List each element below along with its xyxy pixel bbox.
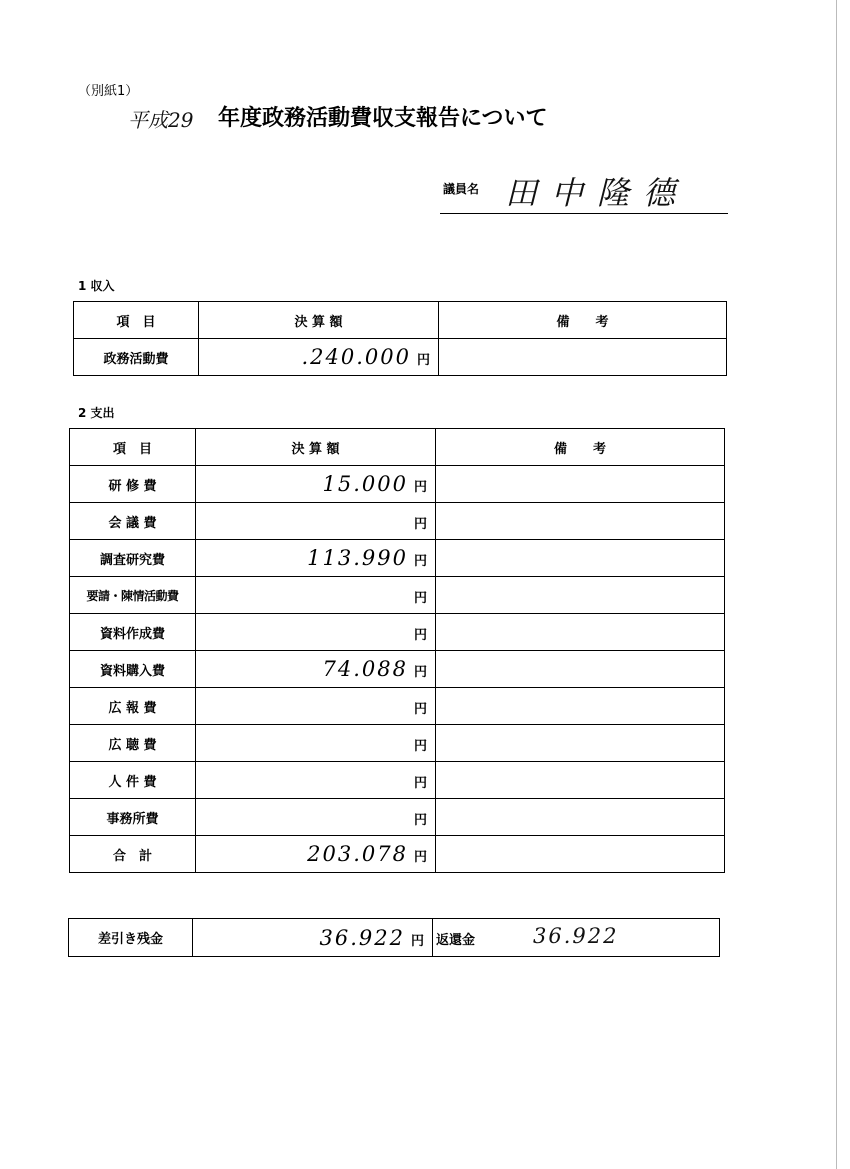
expense-total-amount: 203.078 — [307, 842, 408, 866]
expense-amount: 113.990 — [307, 546, 408, 570]
expense-total-row — [70, 836, 725, 873]
income-item: 政務活動費 — [74, 339, 199, 376]
balance-label: 差引き残金 — [69, 919, 193, 957]
balance-row — [69, 919, 720, 957]
balance-table — [68, 918, 720, 957]
balance-amount: 36.922 — [319, 925, 405, 950]
income-amount: .240.000 — [301, 345, 411, 369]
expense-remarks — [436, 466, 725, 503]
expense-amount-cell — [196, 466, 436, 503]
expense-remarks — [436, 540, 725, 577]
expense-remarks — [436, 503, 725, 540]
expense-amount-cell — [196, 725, 436, 762]
income-section-label: 1 収入 — [78, 279, 115, 293]
yen-unit: 円 — [413, 850, 427, 865]
yen-unit: 円 — [410, 933, 424, 949]
expense-amount-cell — [196, 651, 436, 688]
refund-label: 返還金 — [436, 933, 476, 948]
expense-total-label: 合 計 — [70, 836, 196, 873]
income-col-remarks: 備 考 — [439, 302, 727, 339]
expense-item: 会 議 費 — [70, 503, 196, 540]
income-table — [73, 301, 727, 376]
expense-amount-cell — [196, 688, 436, 725]
yen-unit: 円 — [413, 702, 427, 717]
expense-remarks — [436, 688, 725, 725]
balance-amount-cell — [193, 919, 433, 957]
expense-item: 調査研究費 — [70, 540, 196, 577]
income-col-amount: 決 算 額 — [199, 302, 439, 339]
era-handwritten: 平成29 — [128, 108, 194, 132]
expense-item: 広 報 費 — [70, 688, 196, 725]
expense-amount-cell — [196, 762, 436, 799]
income-amount-cell — [199, 339, 439, 376]
yen-unit: 円 — [413, 517, 427, 532]
income-header-row — [74, 302, 727, 339]
expense-row — [70, 503, 725, 540]
expense-item: 研 修 費 — [70, 466, 196, 503]
member-name-signature: 田中隆德 — [505, 174, 690, 212]
scan-edge — [836, 0, 837, 1169]
expense-row — [70, 614, 725, 651]
expense-remarks — [436, 614, 725, 651]
expense-row — [70, 651, 725, 688]
expense-header-row — [70, 429, 725, 466]
expense-row — [70, 577, 725, 614]
expense-col-item: 項 目 — [70, 429, 196, 466]
expense-remarks — [436, 651, 725, 688]
expense-amount: 15.000 — [322, 472, 408, 496]
expense-remarks — [436, 725, 725, 762]
expense-row — [70, 540, 725, 577]
income-col-item: 項 目 — [74, 302, 199, 339]
expense-row — [70, 799, 725, 836]
yen-unit: 円 — [413, 739, 427, 754]
annex-label: （別紙1） — [78, 84, 139, 99]
expense-remarks — [436, 762, 725, 799]
expense-amount: 74.088 — [322, 657, 408, 681]
income-remarks — [439, 339, 727, 376]
expense-row — [70, 725, 725, 762]
yen-unit: 円 — [413, 480, 427, 495]
expense-item: 事務所費 — [70, 799, 196, 836]
member-label: 議員名 — [443, 182, 480, 196]
expense-remarks — [436, 799, 725, 836]
income-row — [74, 339, 727, 376]
yen-unit: 円 — [413, 665, 427, 680]
signature-line — [440, 213, 728, 214]
expense-remarks — [436, 577, 725, 614]
expense-col-amount: 決 算 額 — [196, 429, 436, 466]
expense-total-amount-cell — [196, 836, 436, 873]
expense-row — [70, 466, 725, 503]
expense-row — [70, 688, 725, 725]
expense-section-label: 2 支出 — [78, 406, 115, 420]
yen-unit: 円 — [413, 628, 427, 643]
refund-amount: 36.922 — [533, 924, 619, 948]
yen-unit: 円 — [413, 813, 427, 828]
expense-amount-cell — [196, 799, 436, 836]
expense-item: 要請・陳情活動費 — [70, 577, 196, 614]
expense-amount-cell — [196, 540, 436, 577]
expense-table — [69, 428, 725, 873]
expense-item: 資料購入費 — [70, 651, 196, 688]
expense-col-remarks: 備 考 — [436, 429, 725, 466]
expense-amount-cell — [196, 503, 436, 540]
expense-item: 資料作成費 — [70, 614, 196, 651]
expense-amount-cell — [196, 577, 436, 614]
yen-unit: 円 — [413, 591, 427, 606]
expense-item: 広 聴 費 — [70, 725, 196, 762]
yen-unit: 円 — [416, 353, 430, 368]
expense-row — [70, 762, 725, 799]
expense-total-remarks — [436, 836, 725, 873]
page-title: 年度政務活動費収支報告について — [218, 106, 548, 131]
yen-unit: 円 — [413, 554, 427, 569]
expense-amount-cell — [196, 614, 436, 651]
refund-cell — [433, 919, 720, 957]
expense-item: 人 件 費 — [70, 762, 196, 799]
yen-unit: 円 — [413, 776, 427, 791]
